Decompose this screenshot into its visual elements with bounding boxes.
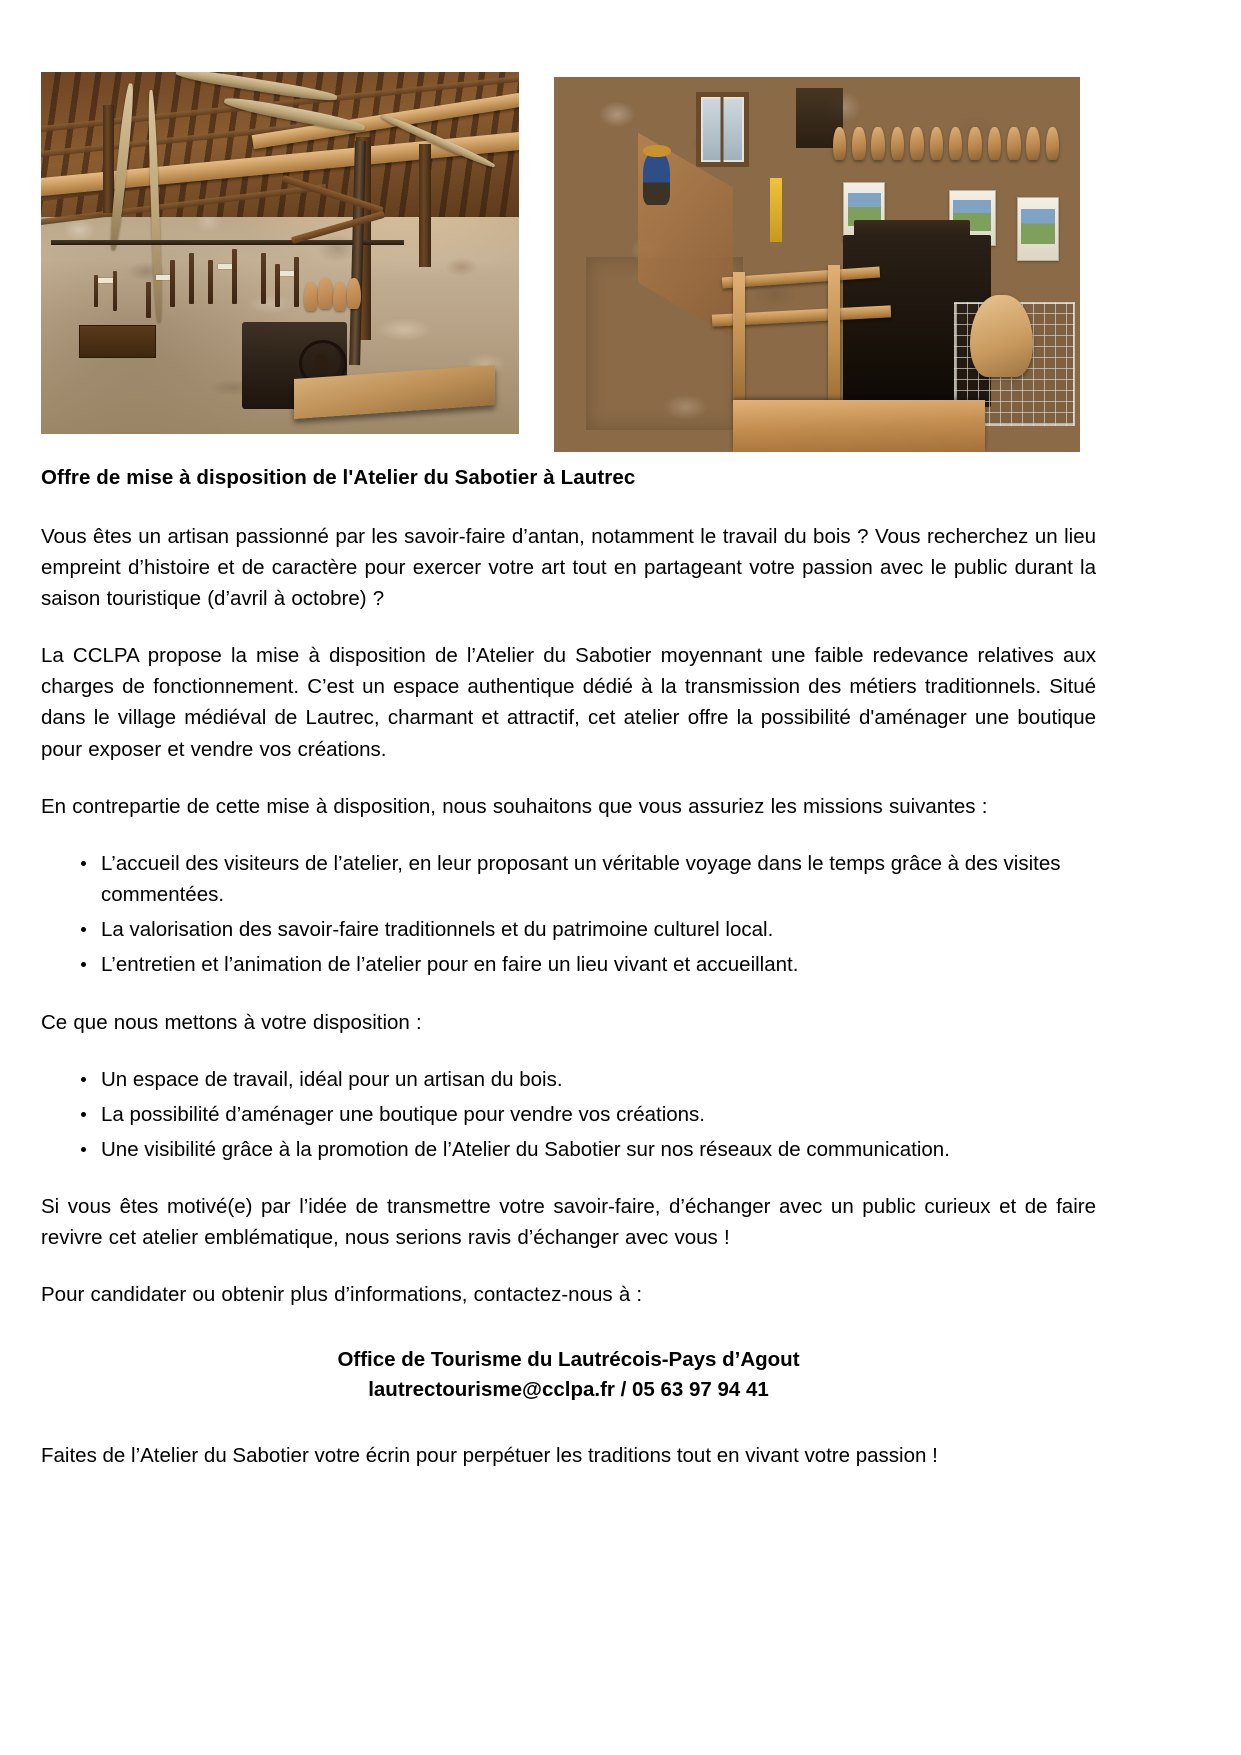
paragraph-closing: Faites de l’Atelier du Sabotier votre écrin pour perpétuer les traditions tout en vivant votre passion ! bbox=[41, 1444, 938, 1468]
photo-right-poster-image bbox=[1021, 209, 1055, 244]
contact-email-phone[interactable]: lautrectourisme@cclpa.fr / 05 63 97 94 41 bbox=[368, 1378, 769, 1402]
photo-left-hand-tool bbox=[232, 249, 237, 303]
paragraph-contact-intro: Pour candidater ou obtenir plus d’informations, contactez-nous à : bbox=[41, 1283, 643, 1307]
photo-right-wood-post bbox=[733, 272, 746, 400]
photo-left-hand-tool bbox=[261, 253, 266, 304]
paragraph-missions-intro: En contrepartie de cette mise à disposition, nous souhaitons que vous assuriez les missions suivantes : bbox=[41, 794, 988, 818]
workshop-photo-left bbox=[41, 72, 519, 434]
photo-left-tool-label bbox=[218, 264, 232, 269]
photo-left-post bbox=[419, 144, 431, 267]
photo-right-wood-post bbox=[828, 265, 841, 408]
photo-right-clog bbox=[988, 127, 1002, 159]
contact-organisation: Office de Tourisme du Lautrécois-Pays d’Agout bbox=[337, 1347, 800, 1371]
photo-right-clog bbox=[930, 127, 944, 159]
list-item: La valorisation des savoir-faire traditionnels et du patrimoine culturel local. bbox=[77, 914, 1096, 945]
photo-left-hand-tool bbox=[170, 260, 175, 307]
photo-left-hand-tool bbox=[294, 257, 299, 308]
photo-right-figure-hat bbox=[643, 145, 670, 156]
photo-right-clog bbox=[833, 127, 847, 159]
photo-left-hand-tool bbox=[189, 253, 194, 304]
photo-left-tool-label bbox=[280, 271, 294, 276]
list-item: La possibilité d’aménager une boutique pour vendre vos créations. bbox=[77, 1099, 1096, 1130]
photo-band bbox=[0, 60, 1241, 460]
photo-left-clog bbox=[333, 282, 347, 311]
photo-left-tool-label bbox=[98, 278, 112, 283]
photo-right-clog bbox=[871, 127, 885, 159]
photo-left-tool-label bbox=[156, 275, 170, 280]
list-item: L’accueil des visiteurs de l’atelier, en leur proposant un véritable voyage dans le temps grâce à des visites commentées. bbox=[77, 848, 1096, 910]
photo-right-yellow-panel bbox=[770, 178, 783, 242]
list-item: Une visibilité grâce à la promotion de l’Atelier du Sabotier sur nos réseaux de communication. bbox=[77, 1134, 1096, 1165]
photo-left-hand-tool bbox=[208, 260, 213, 303]
photo-right-clog bbox=[968, 127, 982, 159]
photo-right-clog bbox=[1007, 127, 1021, 159]
photo-right-clog bbox=[891, 127, 905, 159]
photo-right-large-clog bbox=[970, 295, 1033, 378]
photo-right-window bbox=[696, 92, 749, 167]
photo-left-post bbox=[103, 105, 114, 214]
photo-right-clog-row bbox=[833, 115, 1075, 160]
photo-right-floor-board bbox=[733, 400, 985, 453]
missions-list bbox=[41, 848, 1096, 981]
photo-left-hand-tool bbox=[146, 282, 151, 318]
provisions-list bbox=[41, 1064, 1096, 1165]
photo-right-clog bbox=[949, 127, 963, 159]
paragraph-intro: Vous êtes un artisan passionné par les savoir-faire d’antan, notamment le travail du bois ? Vous recherchez un lieu empreint d’histoire et de caractère pour exercer votre art tout en partageant votre passion avec le public durant la saison touristique (d’avril à octobre) ? bbox=[41, 524, 1096, 610]
photo-left-hand-tool bbox=[113, 271, 118, 311]
workshop-photo-right bbox=[554, 77, 1080, 452]
photo-right-clog bbox=[1026, 127, 1040, 159]
contact-block bbox=[41, 1345, 1096, 1407]
photo-left-clog bbox=[304, 282, 318, 311]
photo-left-clog bbox=[318, 278, 332, 309]
page-title: Offre de mise à disposition de l'Atelier du Sabotier à Lautrec bbox=[41, 466, 636, 489]
photo-right-clog bbox=[910, 127, 924, 159]
photo-right-figure bbox=[643, 152, 669, 205]
paragraph-provisions-intro: Ce que nous mettons à votre disposition : bbox=[41, 1010, 422, 1034]
photo-right-clog bbox=[852, 127, 866, 159]
paragraph-motivation: Si vous êtes motivé(e) par l’idée de transmettre votre savoir-faire, d’échanger avec un public curieux et de faire revivre cet atelier emblématique, nous serions ravis d’échanger avec vous ! bbox=[41, 1195, 1096, 1250]
list-item: L’entretien et l’animation de l’atelier pour en faire un lieu vivant et accueillant. bbox=[77, 949, 1096, 980]
photo-right-window-bar bbox=[721, 97, 724, 162]
photo-left-wall-sign bbox=[79, 325, 155, 358]
photo-right-clog bbox=[1046, 127, 1060, 159]
photo-left-pipe bbox=[51, 240, 405, 245]
photo-right-poster bbox=[1017, 197, 1059, 261]
photo-left-clog bbox=[347, 278, 361, 309]
list-item: Un espace de travail, idéal pour un artisan du bois. bbox=[77, 1064, 1096, 1095]
paragraph-offer: La CCLPA propose la mise à disposition de l’Atelier du Sabotier moyennant une faible redevance relatives aux charges de fonctionnement. C’est un espace authentique dédié à la transmission des métiers traditionnels. Situé dans le village médiéval de Lautrec, charmant et attractif, cet atelier offre la possibilité d'aménager une boutique pour exposer et vendre vos créations. bbox=[41, 644, 1096, 761]
document-body bbox=[41, 465, 1096, 1471]
